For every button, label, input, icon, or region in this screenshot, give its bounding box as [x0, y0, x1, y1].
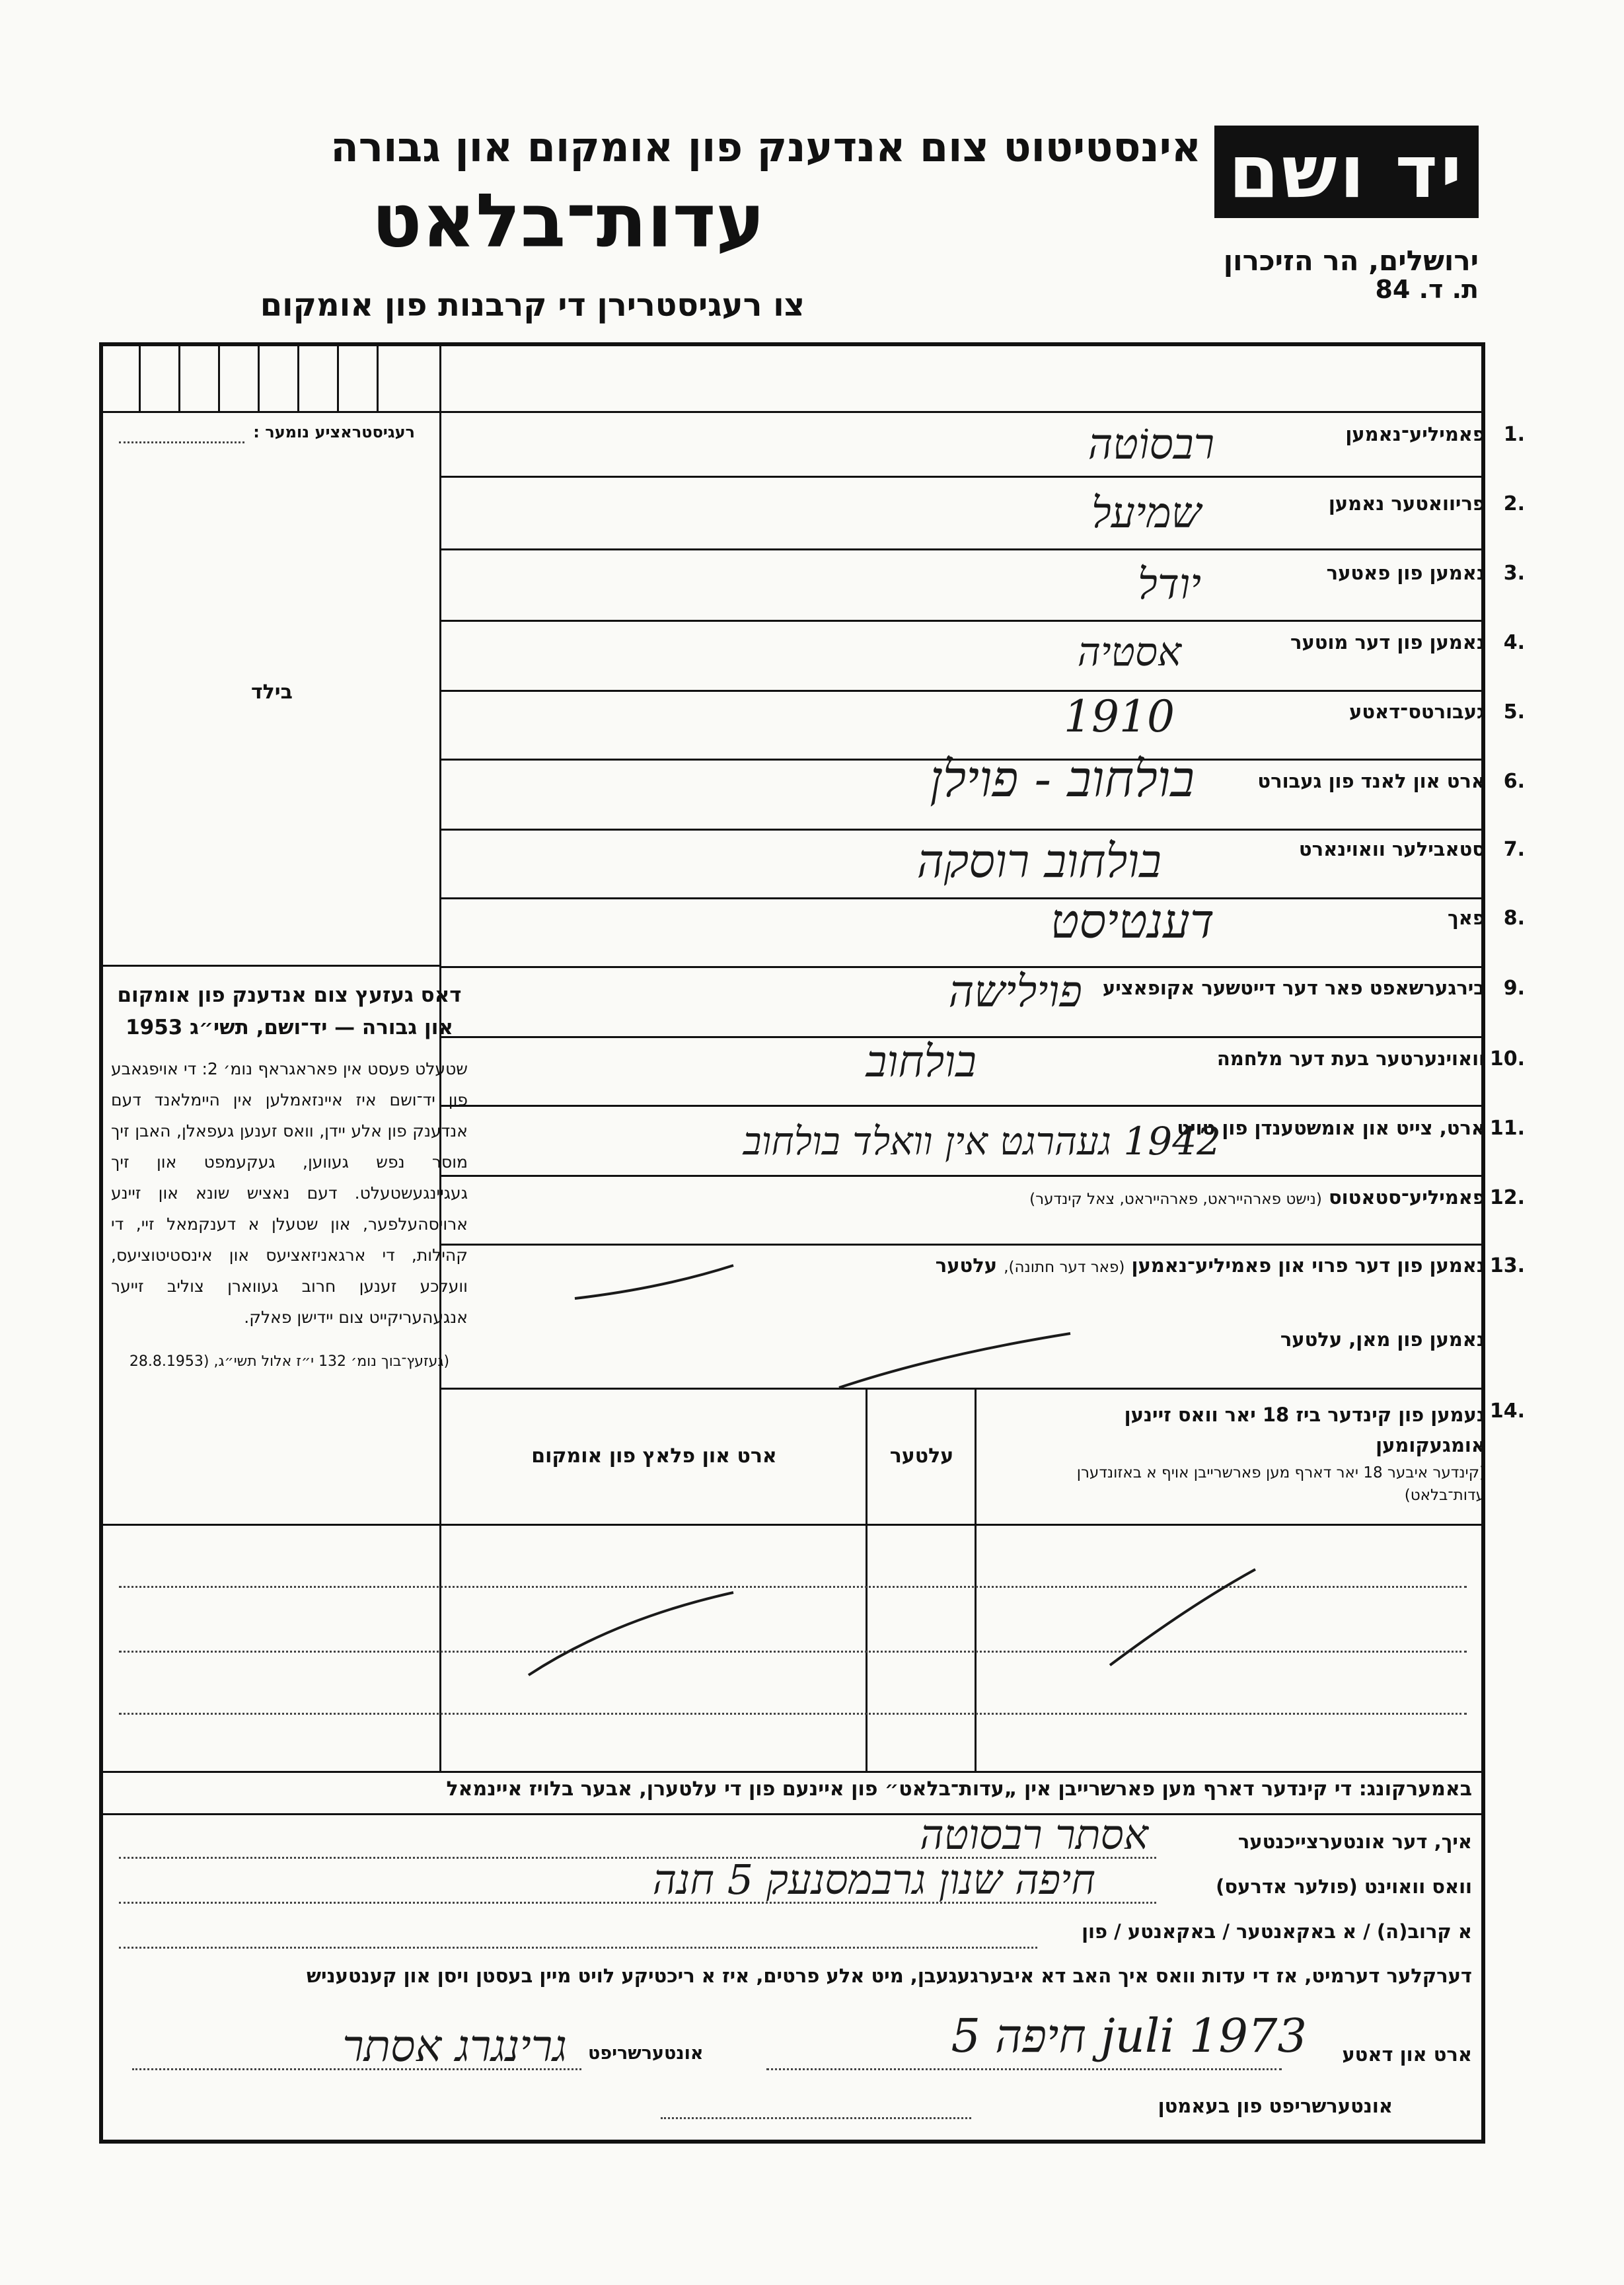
official-signature-label: אונטערשריפט פון בעאמטן	[1158, 2095, 1393, 2117]
declaration-statement: דערקלער דערמיט, אז די עדות וואס איך האב דא איבערגעגעבן, מיט אלע פרטים, איז א ריכטיקע לויט מיין בעסטן ויסן און קענטעניש	[306, 1965, 1472, 1987]
children-col-age: עלטער	[889, 1444, 954, 1468]
form-subtitle: צו רעגיסטרירן די קרבנות פון אומקום	[260, 287, 805, 324]
field-label-death-circumstances: ארט, צייט און אומשטענדן פון טויט	[1177, 1117, 1485, 1139]
children-col-place: ארט און פלאץ פון אומקום	[531, 1444, 777, 1468]
field-label-birth-date: געבורטס־דאטע	[1349, 700, 1485, 723]
field-label-husband-name: נאמען פון מאן, עלטער	[1280, 1328, 1485, 1351]
photo-label: בילד	[251, 681, 293, 704]
strike-wife-field	[575, 1265, 733, 1298]
field-label-mother-name: נאמען פון דער מוטער	[1290, 631, 1485, 654]
declaration-label-address: וואס וואוינט (פולער אדרעס)	[1216, 1875, 1472, 1898]
field-label-residence: סטאבילער וואוינארט	[1298, 838, 1485, 860]
institute-title: אינסטיטוט צום אנדענק פון אומקום און גבורה	[330, 123, 1201, 171]
field-label-birthplace: ארט און לאנד פון געבורט	[1257, 770, 1485, 792]
field-number: 6.	[1503, 770, 1525, 793]
law-notice-body: שטעלט פעסט אין פאראגראף נומ׳ 2: די אויפגאבע פון יד־ושם איז איינזאמלען אין היימלאנד דעם אנדענק פון אלע יידן, וואס זענען געפאלן, האבן זיך מוסר נפש געווען, געקעמפט און זיך געגיינגעשטעלט. דעם נאציש שונא און זיינע ארויסהעלפער, און שטעלן א דענקמאל זיי, די קהילות, די ארגאניזאציעס און אינסטיטוציעס, וועלכע זענען חרוב געווארן צוליב זייער אנגעהעריקייט צום יידישן פאלק.	[111, 1059, 468, 1327]
remark-text: באמערקונג: די קינדער דארף מען פארשרייבן אין „עדות־בלאט״ פון איינעם פון די עלטערן, אבער בלויז איינמאל	[446, 1778, 1472, 1801]
declaration-label-name: איך, דער אונטערצייכנטער	[1237, 1830, 1472, 1853]
field-value-profession[interactable]: דענטיסט	[1050, 893, 1214, 949]
field-value-family-name[interactable]: רבסוֹטה	[1088, 420, 1214, 469]
children-label: נעמען פון קינדער ביז 18 יאר וואס זיינען אומגעקומען	[1124, 1404, 1485, 1456]
field-value-birth-date[interactable]: 1910	[1064, 691, 1175, 742]
field-number: 5.	[1503, 700, 1525, 724]
field-value-father-name[interactable]: יודל	[1137, 560, 1201, 609]
field-number: 3.	[1503, 562, 1525, 585]
declaration-address-value[interactable]: חיפה שנון גרבמסנעק 5 חנה	[652, 1855, 1095, 1904]
field-label-citizenship: בירגערשאפט פאר דער דייטשער אקופאציע	[1102, 977, 1485, 999]
strike-children-2	[1110, 1569, 1255, 1665]
children-note: (קינדער איבער 18 יאר דארף מען פארשרייבן אויף א באזונדערן עדות־בלאט)	[1076, 1464, 1485, 1504]
field-label-tail: עלטער	[935, 1254, 998, 1277]
field-label-text: פאמיליע־סטאטוס	[1328, 1186, 1485, 1209]
field-label-text: נאמען פון דער פרוי און פאמיליע־נאמען	[1131, 1254, 1485, 1277]
field-number: 8.	[1503, 907, 1525, 930]
field-value-first-name[interactable]: שמיעל	[1091, 489, 1201, 538]
field-number: 11.	[1489, 1117, 1525, 1140]
declaration-label-relation: א קרוב(ה) / א באקאנטער / באקאנטע / פון	[1082, 1920, 1472, 1943]
field-number: 9.	[1503, 977, 1525, 1000]
field-value-birthplace[interactable]: בולחוב - פוילן	[930, 749, 1195, 808]
signature-value[interactable]: גרינגרג אסתר	[342, 2021, 567, 2072]
field-number: 1.	[1503, 423, 1525, 446]
strike-children-1	[529, 1592, 733, 1675]
declaration-name-value[interactable]: אסתר רבסוטה	[920, 1811, 1148, 1859]
place-date-value[interactable]: חיפה 5 juli 1973	[951, 2009, 1307, 2063]
field-label-first-name: פריוואטער נאמען	[1328, 492, 1485, 515]
field-label-wartime-residence: וואוינערטער בעת דער מלחמה	[1216, 1047, 1485, 1070]
place-date-label: ארט און דאטע	[1342, 2043, 1472, 2066]
field-value-mother-name[interactable]: אסטיה	[1077, 629, 1181, 675]
registration-number-label: רעגיסטראציע נומער :	[253, 423, 415, 441]
strike-husband-field	[839, 1333, 1070, 1388]
field-label-note: (נישט פארהייראט, פארהייראט, צאל קינדער)	[1029, 1191, 1322, 1208]
field-label-father-name: נאמען פון פאטער	[1326, 562, 1485, 584]
address-line-2: ת. ד. 84	[1375, 275, 1479, 304]
field-label-note: (פאר דער חתונה),	[1004, 1259, 1125, 1276]
form-title: עדות־בלאט	[371, 178, 765, 264]
field-number: 7.	[1503, 838, 1525, 861]
field-number: 12.	[1489, 1186, 1525, 1209]
law-notice-title: דאס געזעץ צום אנדענק פון אומקום און גבורה — יד־ושם, תשי״ג 1953	[117, 983, 462, 1039]
field-value-death-circumstances[interactable]: 1942 געהרגט אין וואלד בולחוב	[743, 1119, 1221, 1164]
field-number: 13.	[1489, 1254, 1525, 1277]
law-notice-citation: (געזעץ־בוך נומ׳ 132 י״ז אלול תשי״ג, (28.8.1953	[129, 1353, 450, 1370]
field-value-wartime-residence[interactable]: בולחוב	[866, 1036, 977, 1087]
address-line-1: ירושלים, הר הזיכרון	[1223, 244, 1479, 277]
field-label-family-name: פאמיליע־נאמען	[1345, 423, 1485, 445]
field-number: 10.	[1489, 1047, 1525, 1070]
field-number: 2.	[1503, 492, 1525, 515]
field-label-profession: פאך	[1448, 907, 1485, 929]
field-number: 4.	[1503, 631, 1525, 654]
signature-label: אונטערשריפט	[588, 2043, 704, 2064]
field-value-residence[interactable]: בולחוב רוסקה	[916, 834, 1162, 888]
yad-vashem-logo: יד ושם	[1214, 126, 1479, 218]
field-number: 14.	[1489, 1400, 1525, 1423]
field-value-citizenship[interactable]: פוילישה	[948, 966, 1082, 1017]
